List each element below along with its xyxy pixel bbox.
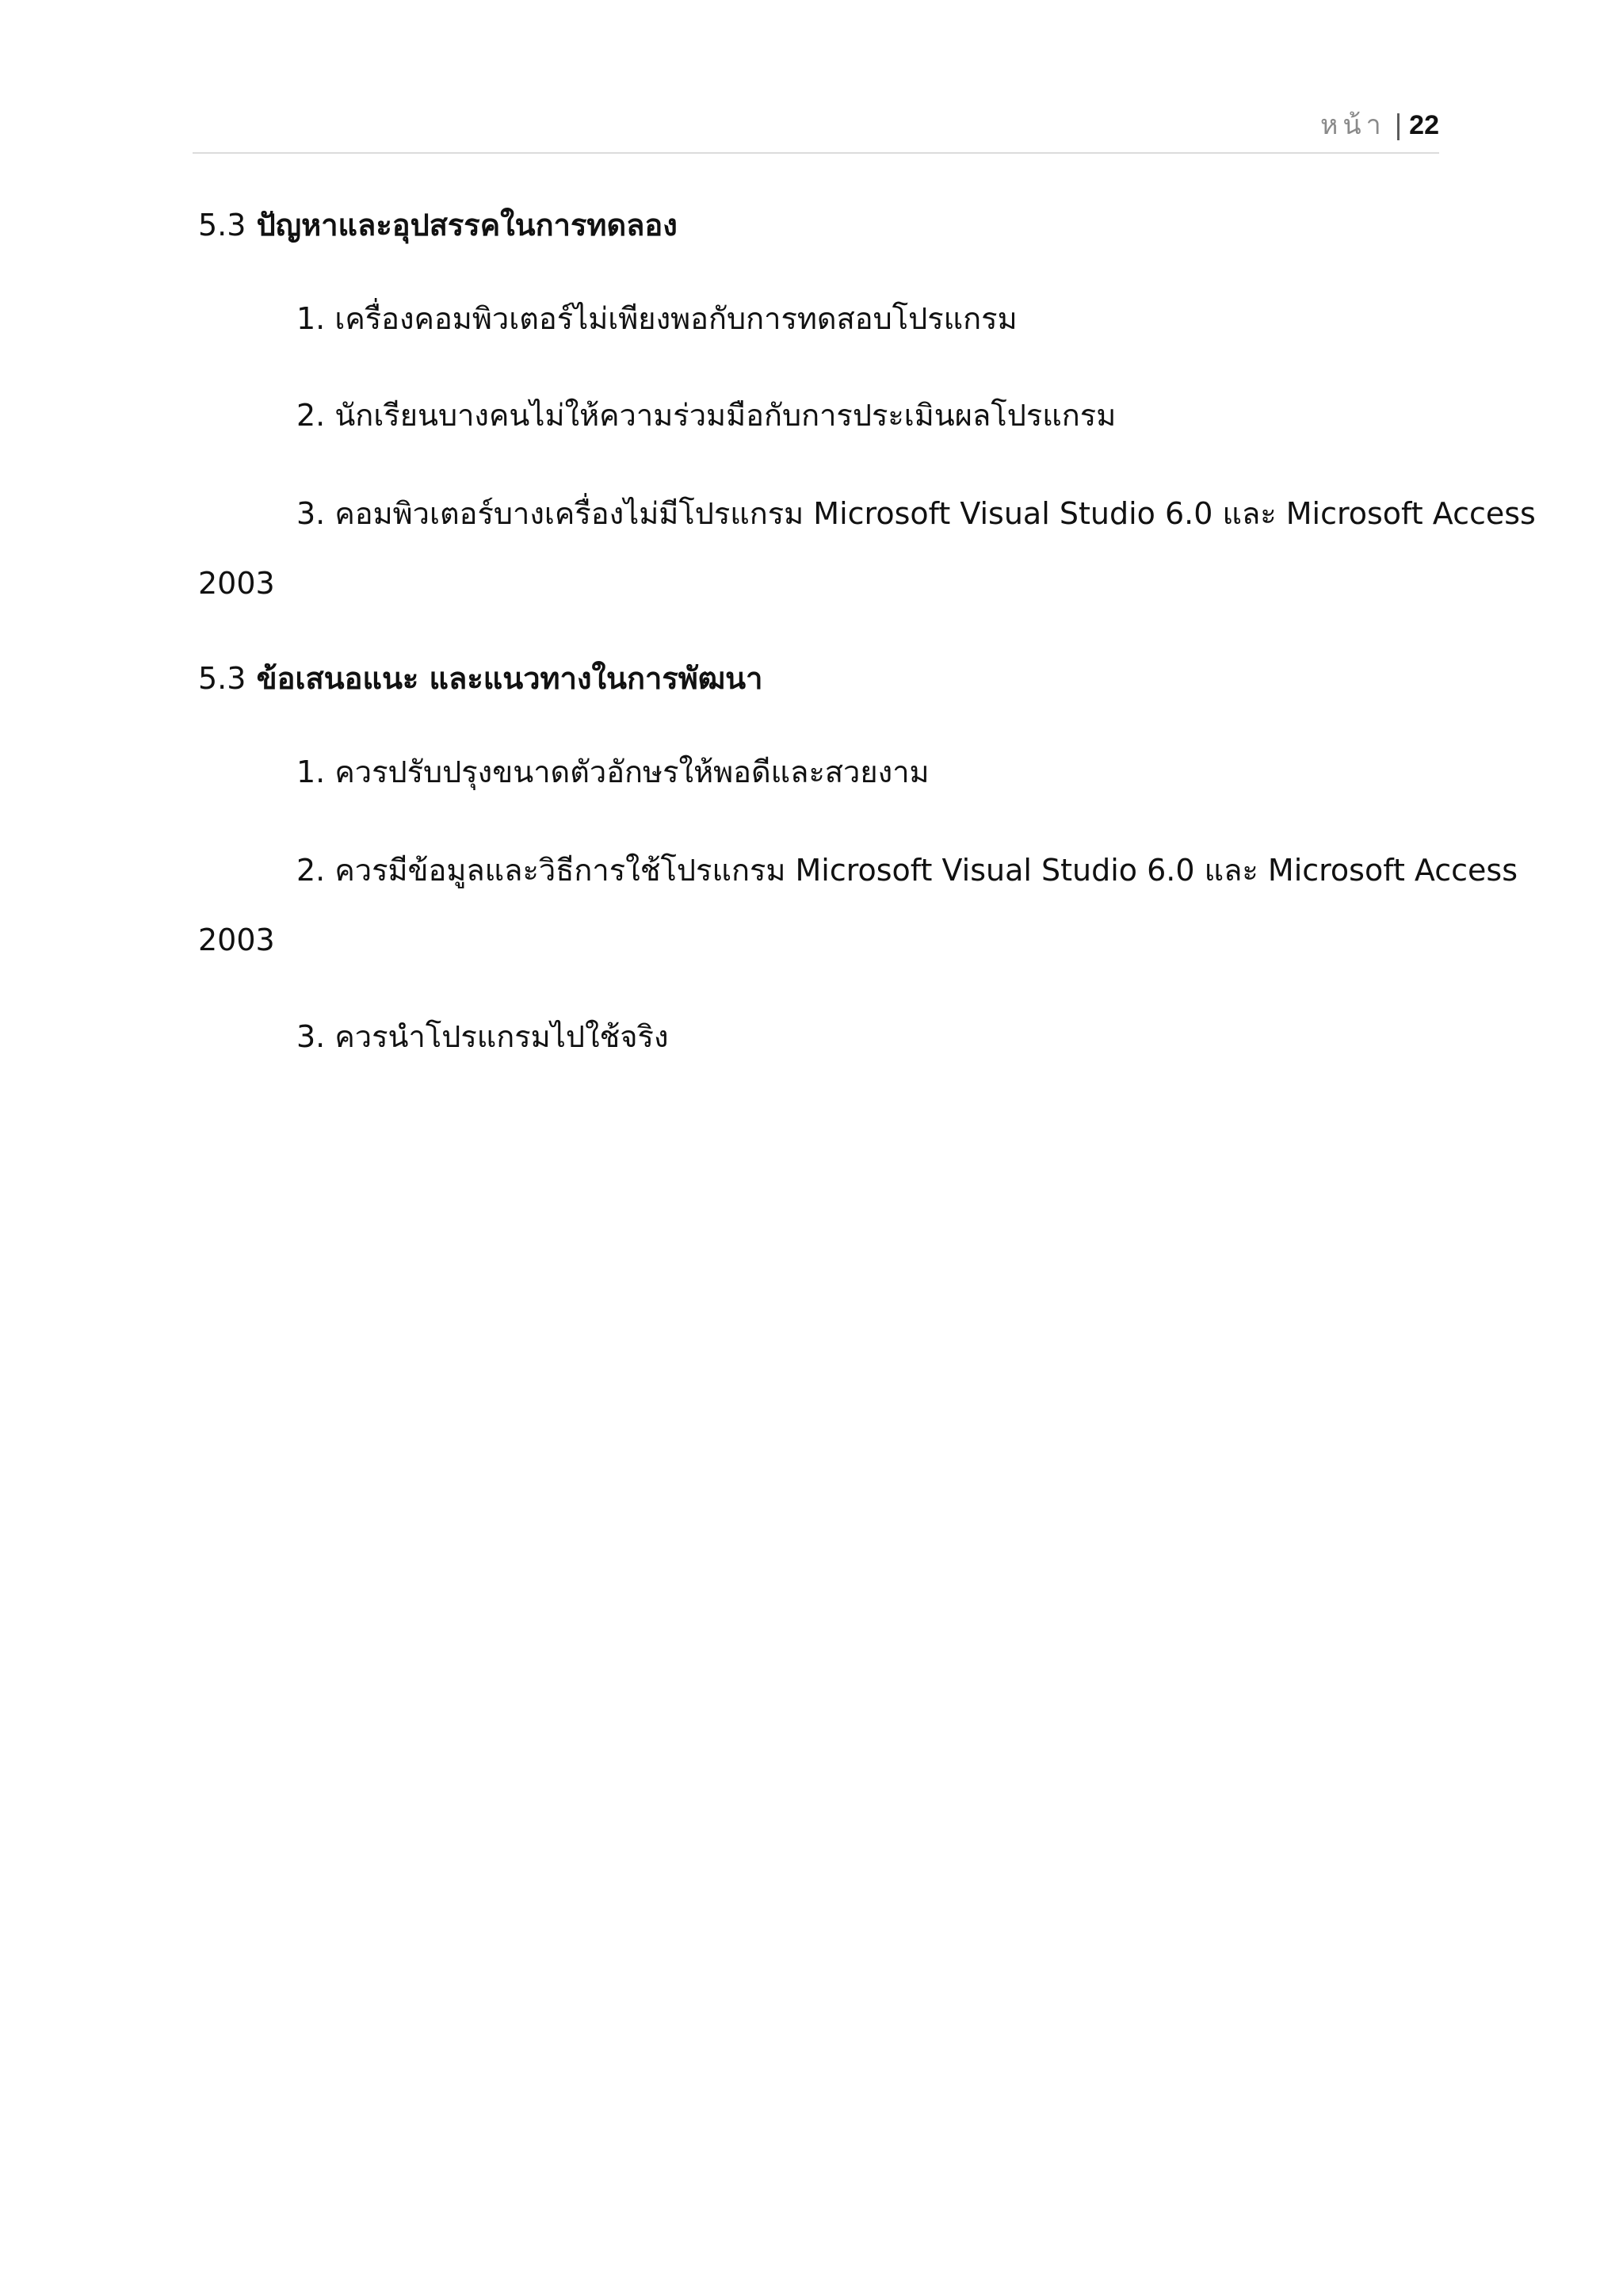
page-number: 22 <box>1409 110 1439 140</box>
section-number: 5.3 <box>198 661 246 696</box>
section-title: ข้อเสนอแนะ และแนวทางในการพัฒนา <box>256 661 763 696</box>
list-item: 3. ควรนำโปรแกรมไปใช้จริง <box>296 1019 669 1054</box>
section-heading-problems <box>198 203 678 247</box>
page-label: หน้า <box>1319 109 1386 141</box>
section-title: ปัญหาและอุปสรรคในการทดลอง <box>256 208 678 243</box>
list-item-continuation: 2003 <box>198 923 275 957</box>
list-item: 2. ควรมีข้อมูลและวิธีการใช้โปรแกรม Microsoft Visual Studio 6.0 และ Microsoft Access <box>296 853 1518 888</box>
list-item: 1. ควรปรับปรุงขนาดตัวอักษรให้พอดีและสวยงาม <box>296 755 930 789</box>
list-item-continuation: 2003 <box>198 566 275 601</box>
section-heading-suggestions <box>198 656 762 701</box>
list-item: 1. เครื่องคอมพิวเตอร์ไม่เพียงพอกับการทดสอบโปรแกรม <box>296 301 1018 336</box>
list-item: 2. นักเรียนบางคนไม่ให้ความร่วมมือกับการประเมินผลโปรแกรม <box>296 398 1117 433</box>
header-separator: | <box>1393 109 1403 141</box>
section-number: 5.3 <box>198 208 246 243</box>
page-header <box>193 101 1439 149</box>
header-rule <box>193 152 1439 154</box>
list-item: 3. คอมพิวเตอร์บางเครื่องไม่มีโปรแกรม Microsoft Visual Studio 6.0 และ Microsoft Access <box>296 496 1536 531</box>
